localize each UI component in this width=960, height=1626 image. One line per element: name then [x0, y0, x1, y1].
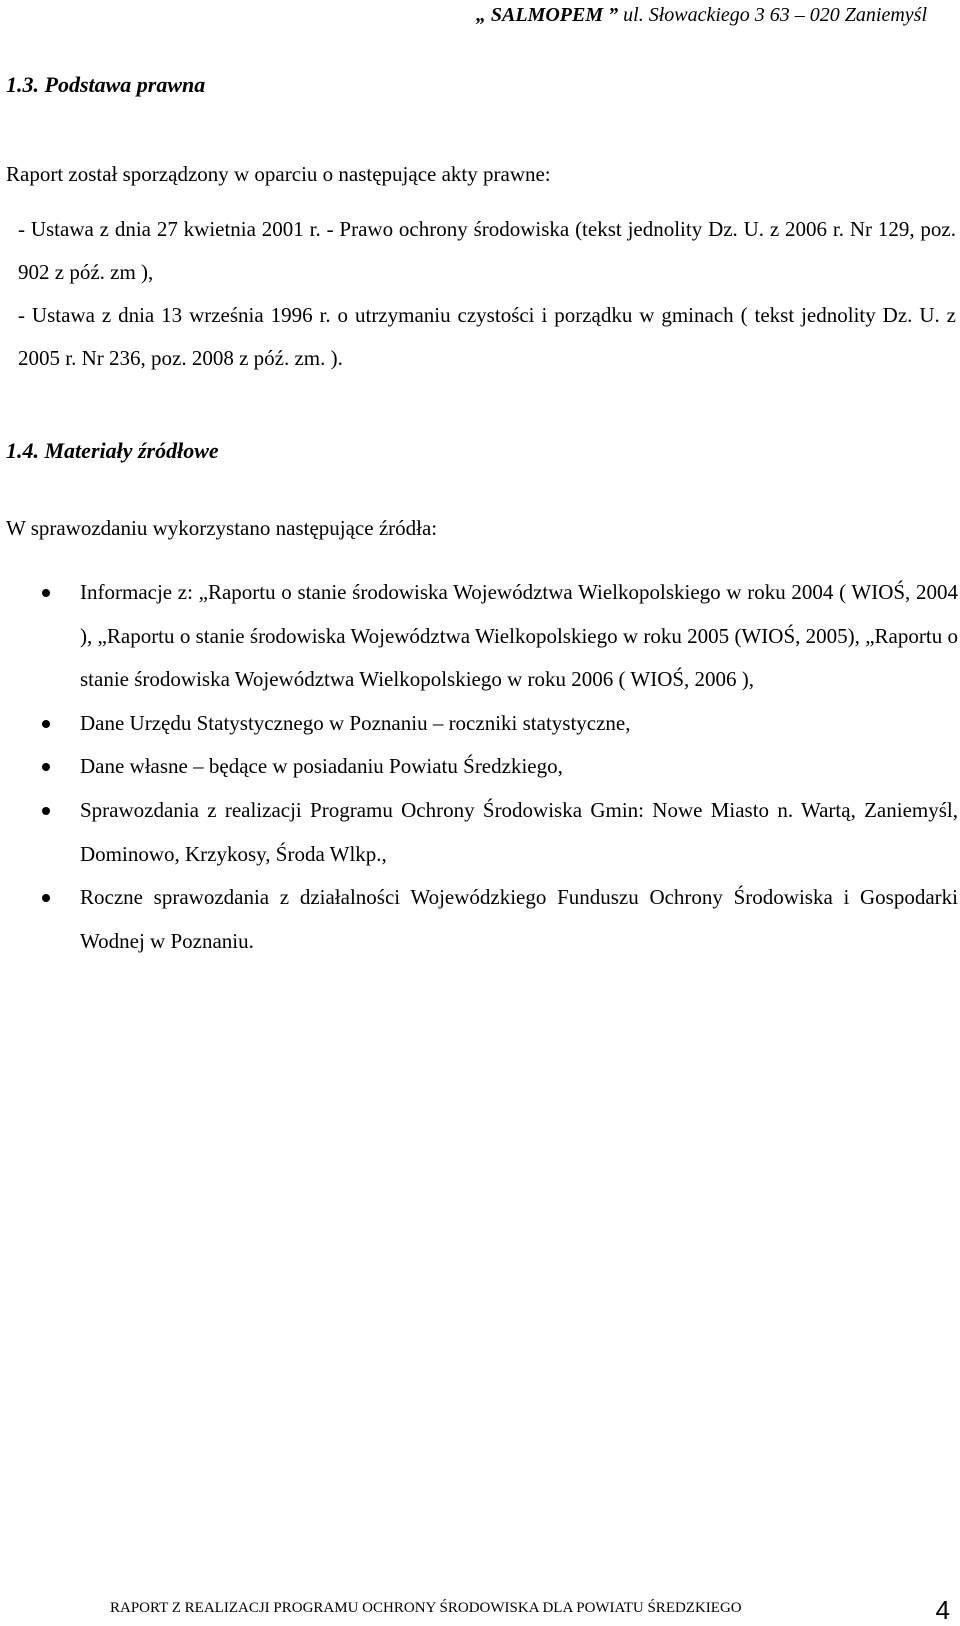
- list-item: [0, 702, 958, 746]
- legal-basis-intro: Raport został sporządzony w oparciu o następujące akty prawne:: [6, 162, 551, 186]
- section-heading-source-materials: 1.4. Materiały źródłowe: [6, 438, 219, 463]
- legal-act-item: - Ustawa z dnia 27 kwietnia 2001 r. - Prawo ochrony środowiska (tekst jednolity Dz. U. z 2006 r. Nr 129, poz. 902 z póź. zm ),: [18, 217, 956, 284]
- list-item-text: Roczne sprawozdania z działalności Wojewódzkiego Funduszu Ochrony Środowiska i Gospodarki Wodnej w Poznaniu.: [80, 885, 958, 953]
- bullet-icon: [42, 589, 50, 597]
- list-item: [0, 789, 958, 876]
- page-footer: RAPORT Z REALIZACJI PROGRAMU OCHRONY ŚRODOWISKA DLA POWIATU ŚREDZKIEGO: [110, 1600, 742, 1616]
- header-address: ul. Słowackiego 3 63 – 020 Zaniemyśl: [618, 4, 927, 26]
- bullet-icon: [42, 720, 50, 728]
- bullet-icon: [42, 807, 50, 815]
- source-materials-intro: W sprawozdaniu wykorzystano następujące źródła:: [6, 516, 438, 540]
- header-company-name: „ SALMOPEM ”: [475, 4, 619, 26]
- list-item-text: Informacje z: „Raportu o stanie środowiska Województwa Wielkopolskiego w roku 2004 ( WIOŚ, 2004 ), „Raportu o stanie środowiska Województwa Wielkopolskiego w roku 2005 (WIOŚ, 2005), „Raportu o stanie środowiska Województwa Wielkopolskiego w roku 2006 ( WIOŚ, 2006 ),: [80, 580, 958, 692]
- legal-acts-list: [18, 208, 956, 380]
- bullet-icon: [42, 763, 50, 771]
- legal-act-item: - Ustawa z dnia 13 września 1996 r. o utrzymaniu czystości i porządku w gminach ( tekst jednolity Dz. U. z 2005 r. Nr 236, poz. 2008 z póź. zm. ).: [18, 303, 956, 370]
- page-header: [476, 4, 927, 27]
- list-item-text: Dane własne – będące w posiadaniu Powiatu Średzkiego,: [80, 754, 563, 779]
- section-heading-legal-basis: 1.3. Podstawa prawna: [6, 72, 206, 97]
- source-materials-list: [0, 571, 958, 963]
- list-item-text: Sprawozdania z realizacji Programu Ochrony Środowiska Gmin: Nowe Miasto n. Wartą, Zaniemyśl, Dominowo, Krzykosy, Środa Wlkp.,: [80, 797, 958, 866]
- page-number: 4: [935, 1595, 950, 1625]
- list-item: [0, 745, 958, 789]
- list-item: [0, 571, 958, 702]
- list-item: [0, 876, 958, 963]
- list-item-text: Dane Urzędu Statystycznego w Poznaniu – roczniki statystyczne,: [80, 710, 631, 735]
- bullet-icon: [42, 894, 50, 902]
